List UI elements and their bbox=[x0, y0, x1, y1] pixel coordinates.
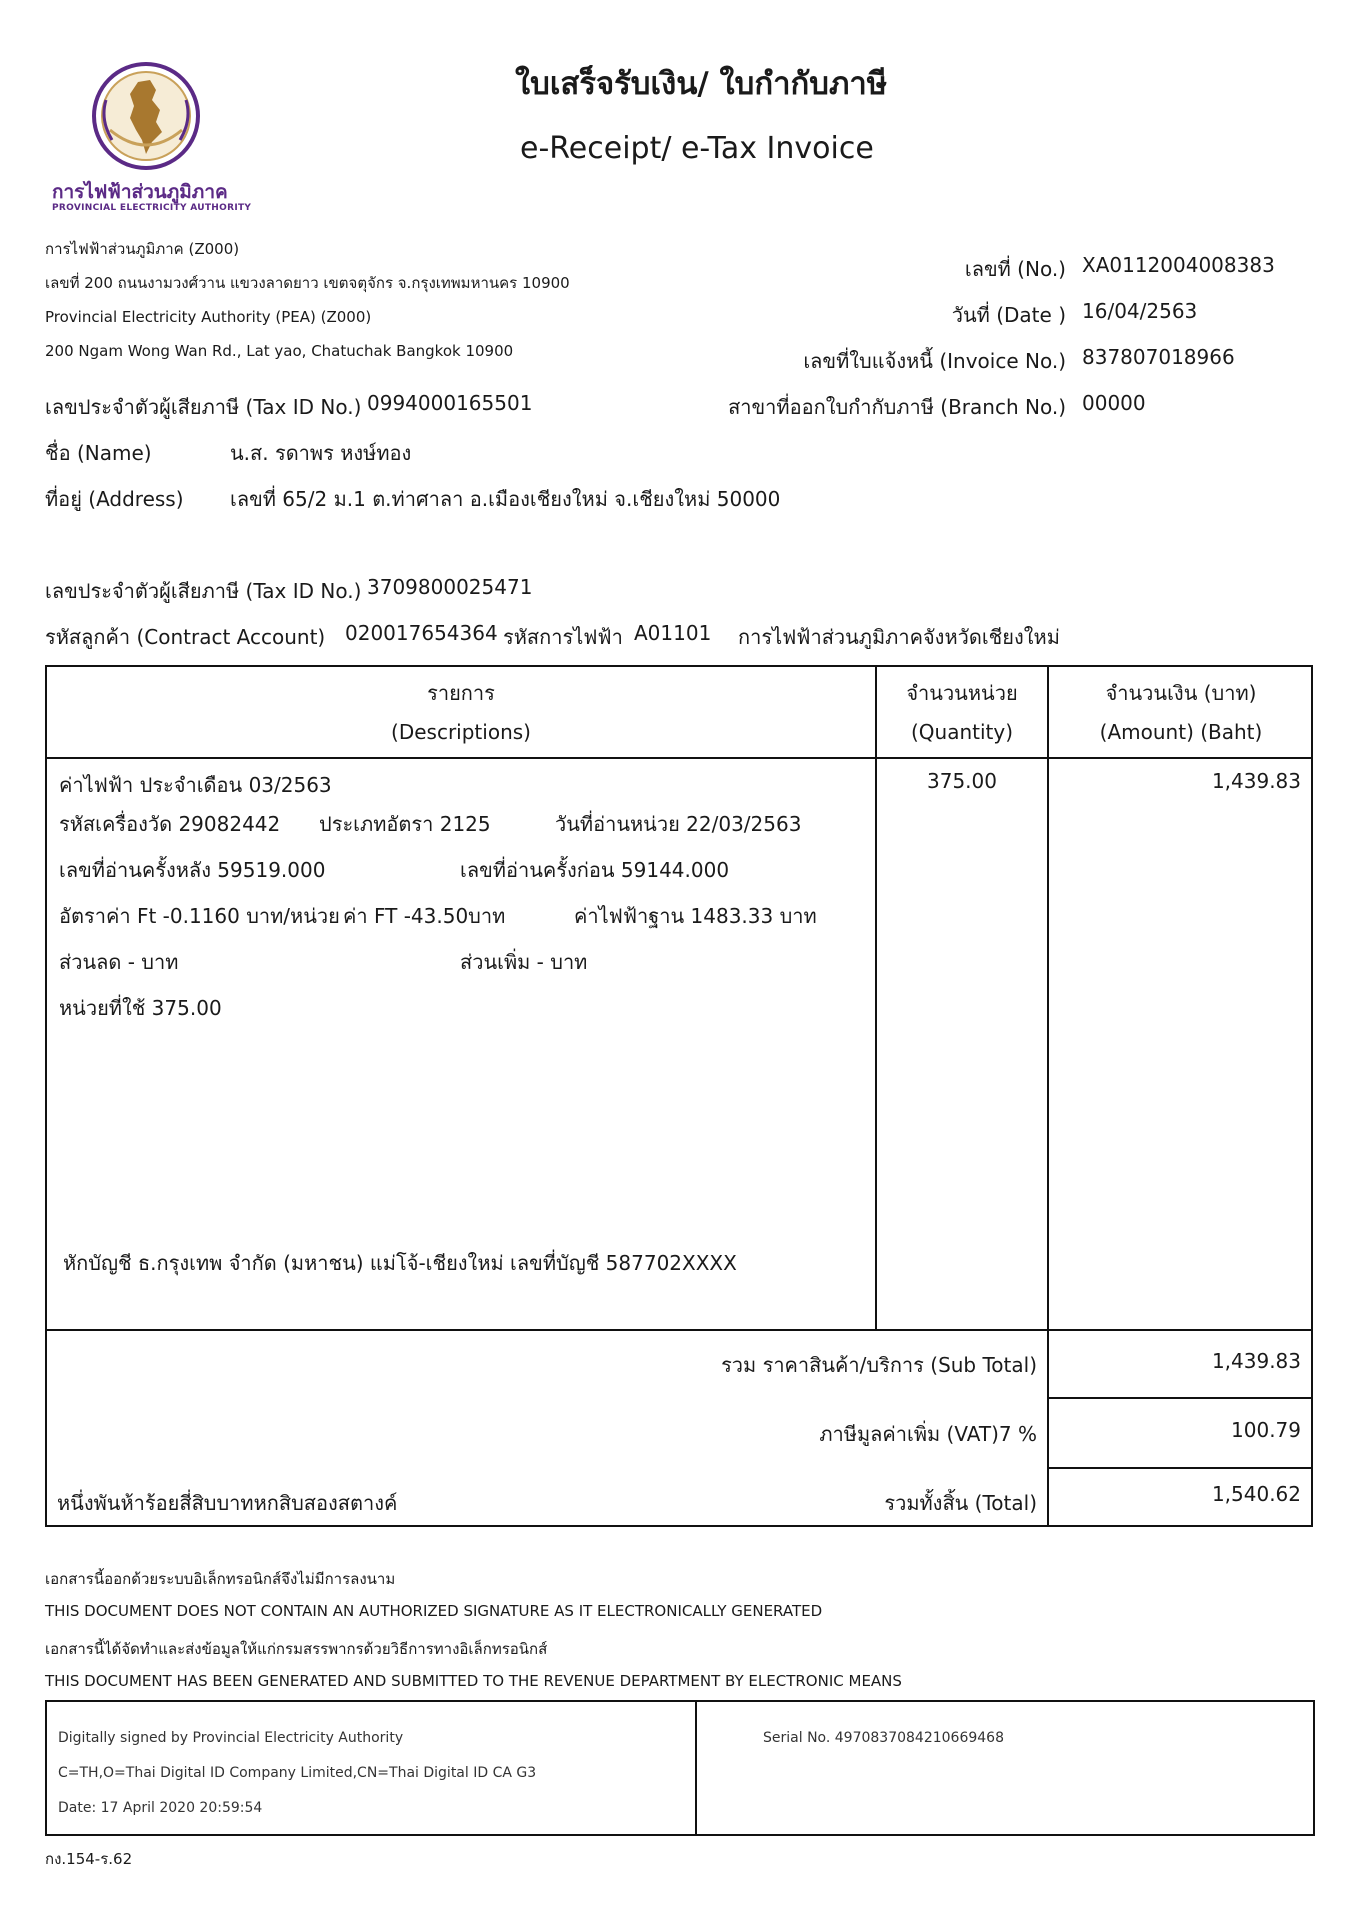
header-qty-th: จำนวนหน่วย bbox=[906, 681, 1018, 705]
digital-signature-box bbox=[45, 1700, 1315, 1836]
issuer-name-en: Provincial Electricity Authority (PEA) (Z000) bbox=[45, 308, 372, 326]
item-read-date: วันที่อ่านหน่วย 22/03/2563 bbox=[555, 812, 802, 836]
item-meter-id: รหัสเครื่องวัด 29082442 bbox=[59, 812, 281, 836]
logo-name-en: PROVINCIAL ELECTRICITY AUTHORITY bbox=[52, 203, 252, 213]
total-label: รวมทั้งสิ้น (Total) bbox=[884, 1491, 1037, 1515]
form-code: กง.154-ร.62 bbox=[45, 1850, 133, 1868]
signature-signed-by: Digitally signed by Provincial Electricity Authority bbox=[58, 1730, 404, 1746]
item-prev-read: เลขที่อ่านครั้งก่อน 59144.000 bbox=[460, 858, 730, 882]
doc-no-value: XA0112004008383 bbox=[1082, 253, 1275, 277]
note-submitted-th: เอกสารนี้ได้จัดทำและส่งข้อมูลให้แก่กรมสรรพากรด้วยวิธีการทางอิเล็กทรอนิกส์ bbox=[45, 1640, 548, 1658]
elec-code-label: รหัสการไฟฟ้า bbox=[503, 625, 623, 649]
document-title-th: ใบเสร็จรับเงิน/ ใบกำกับภาษี bbox=[515, 66, 888, 102]
note-submitted-en: THIS DOCUMENT HAS BEEN GENERATED AND SUBMITTED TO THE REVENUE DEPARTMENT BY ELECTRONIC MEANS bbox=[45, 1672, 902, 1690]
doc-no-label: เลขที่ (No.) bbox=[964, 257, 1066, 281]
customer-name-label: ชื่อ (Name) bbox=[45, 441, 152, 465]
header-desc-th: รายการ bbox=[427, 681, 495, 705]
item-last-read: เลขที่อ่านครั้งหลัง 59519.000 bbox=[59, 858, 326, 882]
customer-address-label: ที่อยู่ (Address) bbox=[45, 487, 184, 511]
branch-no-label: สาขาที่ออกใบกำกับภาษี (Branch No.) bbox=[728, 395, 1066, 419]
doc-date-label: วันที่ (Date ) bbox=[951, 303, 1066, 327]
subtotal-divider bbox=[1047, 1397, 1313, 1399]
signature-certificate: C=TH,O=Thai Digital ID Company Limited,CN=Thai Digital ID CA G3 bbox=[58, 1765, 537, 1781]
contract-account-value: 020017654364 bbox=[345, 621, 498, 645]
item-quantity: 375.00 bbox=[927, 769, 997, 793]
header-divider bbox=[47, 757, 1311, 759]
pea-emblem-logo bbox=[90, 60, 202, 172]
issuer-address-th: เลขที่ 200 ถนนงามวงศ์วาน แขวงลาดยาว เขตจตุจักร จ.กรุงเทพมหานคร 10900 bbox=[45, 274, 570, 292]
item-amount: 1,439.83 bbox=[1211, 769, 1301, 793]
vat-divider bbox=[1047, 1467, 1313, 1469]
issuer-name-th: การไฟฟ้าส่วนภูมิภาค (Z000) bbox=[45, 240, 240, 258]
doc-date-value: 16/04/2563 bbox=[1082, 299, 1198, 323]
header-desc-en: (Descriptions) bbox=[391, 720, 531, 744]
customer-name-value: น.ส. รดาพร หงษ์ทอง bbox=[230, 441, 412, 465]
item-units-used: หน่วยที่ใช้ 375.00 bbox=[59, 996, 222, 1020]
invoice-no-value: 837807018966 bbox=[1082, 345, 1235, 369]
signature-date: Date: 17 April 2020 20:59:54 bbox=[58, 1800, 263, 1816]
customer-tax-label: เลขประจำตัวผู้เสียภาษี (Tax ID No.) bbox=[45, 579, 362, 603]
issuer-address-en: 200 Ngam Wong Wan Rd., Lat yao, Chatuchak Bangkok 10900 bbox=[45, 342, 514, 360]
branch-no-value: 00000 bbox=[1082, 391, 1146, 415]
item-rate-type: ประเภทอัตรา 2125 bbox=[319, 812, 491, 836]
note-no-signature-en: THIS DOCUMENT DOES NOT CONTAIN AN AUTHORIZED SIGNATURE AS IT ELECTRONICALLY GENERATED bbox=[45, 1602, 823, 1620]
item-description: ค่าไฟฟ้า ประจำเดือน 03/2563 bbox=[59, 773, 332, 797]
item-ft-rate: อัตราค่า Ft -0.1160 บาท/หน่วย bbox=[59, 904, 340, 928]
item-ft-value: ค่า FT -43.50บาท bbox=[343, 904, 506, 928]
document-title-en: e-Receipt/ e-Tax Invoice bbox=[520, 131, 874, 166]
customer-address-value: เลขที่ 65/2 ม.1 ต.ท่าศาลา อ.เมืองเชียงใหม่ จ.เชียงใหม่ 50000 bbox=[230, 487, 781, 511]
contract-account-label: รหัสลูกค้า (Contract Account) bbox=[45, 625, 326, 649]
total-value: 1,540.62 bbox=[1211, 1482, 1301, 1506]
elec-code-value: A01101 bbox=[634, 621, 712, 645]
logo-name-th: การไฟฟ้าส่วนภูมิภาค bbox=[52, 181, 228, 203]
note-no-signature-th: เอกสารนี้ออกด้วยระบบอิเล็กทรอนิกส์จึงไม่มีการลงนาม bbox=[45, 1570, 396, 1588]
header-qty-en: (Quantity) bbox=[910, 720, 1014, 744]
signature-serial: Serial No. 4970837084210669468 bbox=[763, 1730, 1004, 1746]
signature-divider bbox=[695, 1702, 697, 1834]
vat-label: ภาษีมูลค่าเพิ่ม (VAT)7 % bbox=[819, 1422, 1037, 1446]
header-amt-en: (Amount) (Baht) bbox=[1099, 720, 1263, 744]
col-divider-qty bbox=[875, 667, 877, 1329]
seller-tax-value: 0994000165501 bbox=[367, 391, 533, 415]
item-base-charge: ค่าไฟฟ้าฐาน 1483.33 บาท bbox=[574, 904, 817, 928]
bank-debit-note: หักบัญชี ธ.กรุงเทพ จำกัด (มหาชน) แม่โจ้-เชียงใหม่ เลขที่บัญชี 587702XXXX bbox=[63, 1251, 737, 1275]
total-in-words: หนึ่งพันห้าร้อยสี่สิบบาทหกสิบสองสตางค์ bbox=[57, 1491, 398, 1515]
item-discount: ส่วนลด - บาท bbox=[59, 950, 179, 974]
header-amt-th: จำนวนเงิน (บาท) bbox=[1105, 681, 1257, 705]
seller-tax-label: เลขประจำตัวผู้เสียภาษี (Tax ID No.) bbox=[45, 395, 362, 419]
vat-value: 100.79 bbox=[1231, 1418, 1301, 1442]
subtotal-value: 1,439.83 bbox=[1211, 1349, 1301, 1373]
items-divider bbox=[47, 1329, 1311, 1331]
item-surcharge: ส่วนเพิ่ม - บาท bbox=[460, 950, 588, 974]
invoice-no-label: เลขที่ใบแจ้งหนี้ (Invoice No.) bbox=[803, 349, 1066, 373]
subtotal-label: รวม ราคาสินค้า/บริการ (Sub Total) bbox=[721, 1353, 1037, 1377]
customer-tax-value: 3709800025471 bbox=[367, 575, 533, 599]
invoice-table bbox=[45, 665, 1313, 1527]
office-name: การไฟฟ้าส่วนภูมิภาคจังหวัดเชียงใหม่ bbox=[738, 625, 1060, 649]
